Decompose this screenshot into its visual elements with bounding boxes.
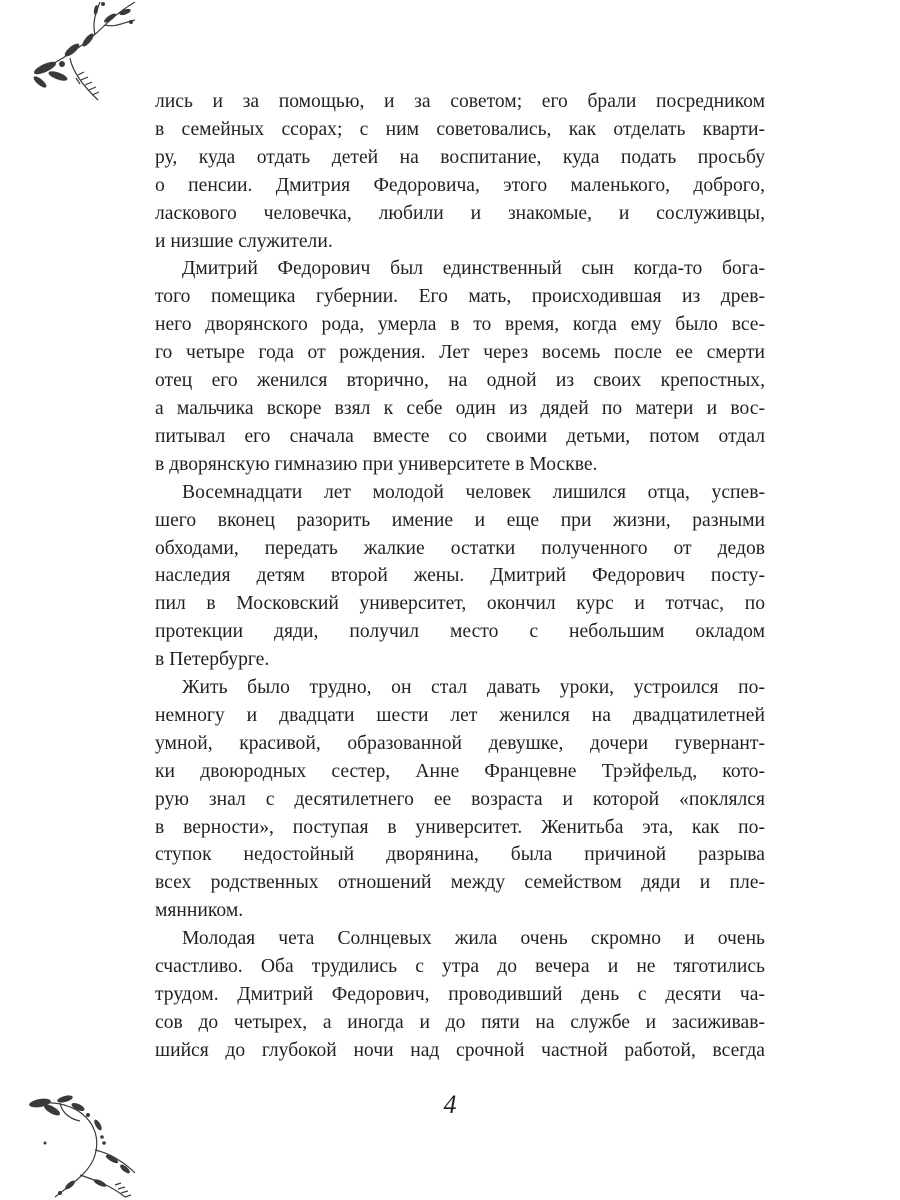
text-line: в верности», поступая в университет. Женитьба эта, как по- — [155, 816, 765, 838]
text-line: мянником. — [155, 900, 244, 922]
text-line: в дворянскую гимназию при университете в Москве. — [155, 453, 598, 475]
text-line: Восемнадцати лет молодой человек лишился отца, успев- — [182, 481, 765, 503]
text-line: наследия детям второй жены. Дмитрий Федорович посту- — [155, 565, 765, 587]
paragraph — [155, 479, 765, 674]
text-line: сов до четырех, а иногда и до пяти на службе и засиживав- — [155, 1011, 765, 1033]
text-line: ру, куда отдать детей на воспитание, куда подать просьбу — [155, 146, 765, 168]
text-line: рую знал с десятилетнего ее возраста и которой «поклялся — [155, 788, 765, 810]
body-text — [155, 88, 765, 1065]
page-number: 4 — [443, 1090, 457, 1119]
paragraph — [155, 674, 765, 925]
paragraph — [155, 255, 765, 478]
text-line: шего вконец разорить имение и еще при жизни, разными — [155, 509, 765, 531]
text-line: в Петербурге. — [155, 649, 270, 671]
text-line: лись и за помощью, и за советом; его брали посредником — [155, 91, 765, 112]
text-line: отец его женился вторично, на одной из своих крепостных, — [155, 370, 765, 392]
floral-sprig-icon — [0, 0, 150, 110]
text-line: ступок недостойный дворянина, была причиной разрыва — [155, 844, 765, 866]
text-line: Дмитрий Федорович был единственный сын когда-то бога- — [182, 258, 765, 280]
text-line: шийся до глубокой ночи над срочной частной работой, всегда — [155, 1039, 765, 1061]
text-line: счастливо. Оба трудились с утра до вечера и не тяготились — [155, 956, 765, 978]
text-line: него дворянского рода, умерла в то время, когда ему было все- — [155, 314, 765, 336]
text-line: обходами, передать жалкие остатки полученного от дедов — [155, 537, 765, 559]
text-line: ласкового человечка, любили и знакомые, и сослуживцы, — [155, 202, 765, 224]
text-line: Молодая чета Солнцевых жила очень скромно и очень — [182, 928, 765, 950]
text-line: умной, красивой, образованной девушке, дочери гувернант- — [155, 732, 765, 754]
text-line: го четыре года от рождения. Лет через восемь после ее смерти — [155, 342, 765, 364]
text-line: и низшие служители. — [155, 230, 333, 252]
floral-wreath-icon — [0, 1085, 150, 1200]
text-line: питывал его сначала вместе со своими детьми, потом отдал — [155, 425, 765, 447]
text-line: а мальчика вскоре взял к себе один из дядей по матери и вос- — [155, 397, 765, 419]
text-line: ки двоюродных сестер, Анне Францевне Трэйфельд, кото- — [155, 760, 765, 782]
text-line: трудом. Дмитрий Федорович, проводивший день с десяти ча- — [155, 984, 765, 1005]
text-line: в семейных ссорах; с ним советовались, как отделать кварти- — [155, 118, 765, 140]
text-line: того помещика губернии. Его мать, происходившая из древ- — [155, 286, 765, 308]
text-line: о пенсии. Дмитрия Федоровича, этого маленького, доброго, — [155, 174, 765, 196]
text-line: немногу и двадцати шести лет женился на двадцатилетней — [155, 704, 765, 726]
text-line: Жить было трудно, он стал давать уроки, устроился по- — [182, 677, 765, 699]
text-line: пил в Московский университет, окончил курс и тотчас, по — [155, 593, 765, 615]
paragraph — [155, 925, 765, 1065]
text-line: всех родственных отношений между семейством дяди и пле- — [155, 872, 765, 894]
text-line: протекции дяди, получил место с небольшим окладом — [155, 621, 765, 643]
paragraph — [155, 88, 765, 255]
